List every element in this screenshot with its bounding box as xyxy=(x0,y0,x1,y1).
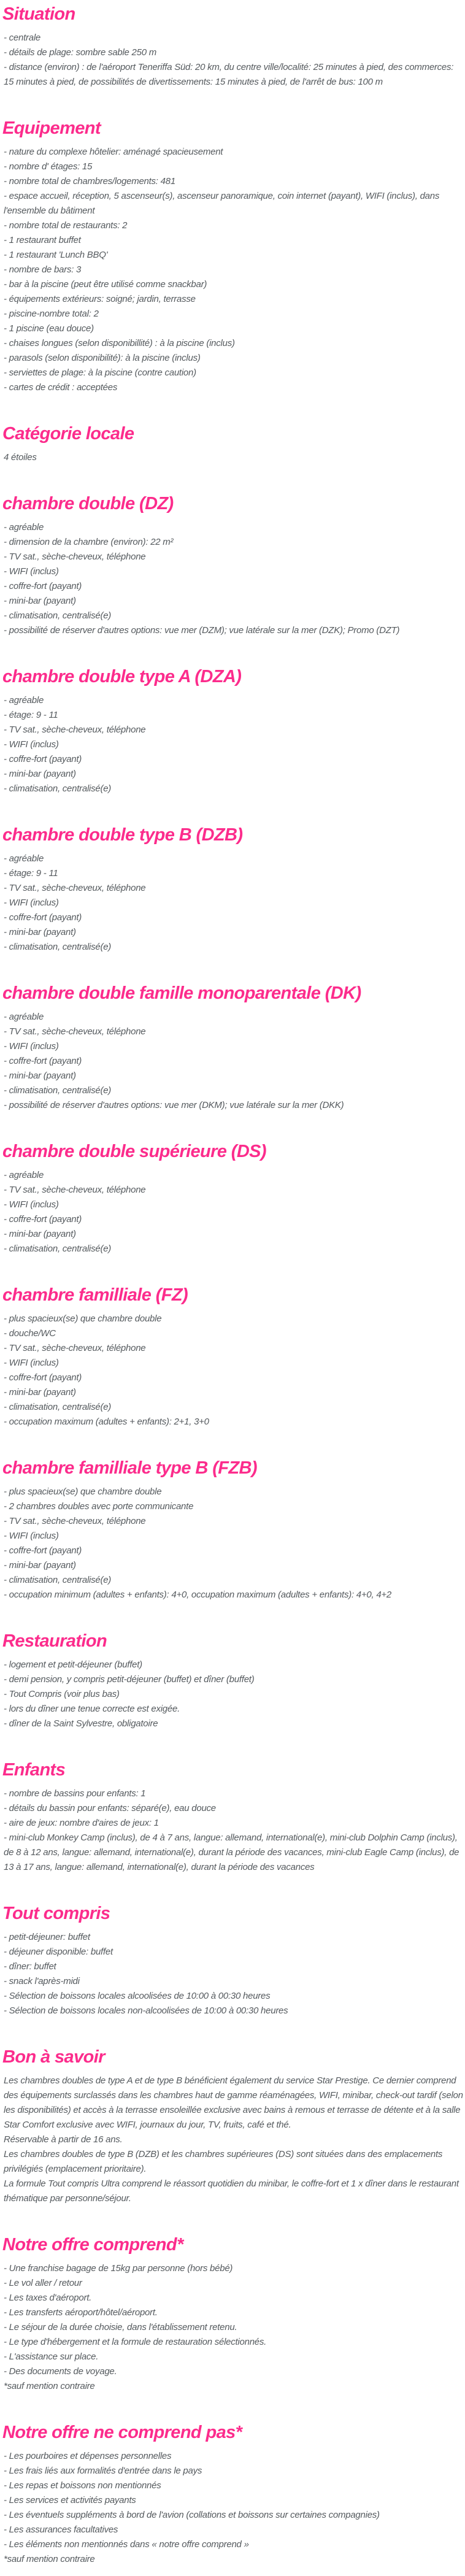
text-line: - parasols (selon disponibilité): à la piscine (inclus) xyxy=(4,353,201,363)
section-chambre-familliale-type-b-fzb xyxy=(2,1458,464,1602)
text-line: - Sélection de boissons locales alcoolisées de 10:00 à 00:30 heures xyxy=(4,1991,271,2001)
text-line: - Les éléments non mentionnés dans « notre offre comprend » xyxy=(4,2539,249,2550)
text-line: *sauf mention contraire xyxy=(4,2554,95,2564)
text-line: - WIFI (inclus) xyxy=(4,739,59,750)
text-line: - logement et petit-déjeuner (buffet) xyxy=(4,1659,142,1670)
text-line: - mini-bar (payant) xyxy=(4,1229,76,1239)
text-line: Réservable à partir de 16 ans. xyxy=(4,2134,123,2145)
section-restauration xyxy=(2,1631,464,1731)
text-line: - déjeuner disponible: buffet xyxy=(4,1947,113,1957)
section-chambre-double-famille-monoparentale-dk xyxy=(2,983,464,1113)
text-line: 4 étoiles xyxy=(4,452,37,463)
text-line: - coffre-fort (payant) xyxy=(4,1214,82,1225)
text-line: - agréable xyxy=(4,522,44,533)
text-line: - TV sat., sèche-cheveux, téléphone xyxy=(4,883,146,893)
section-heading: chambre double type A (DZA) xyxy=(2,667,242,686)
text-line: - 1 restaurant 'Lunch BBQ' xyxy=(4,250,108,260)
text-line: - agréable xyxy=(4,853,44,864)
text-line: - nombre total de restaurants: 2 xyxy=(4,220,128,231)
text-line: - nombre de bars: 3 xyxy=(4,264,82,275)
text-line: - espace accueil, réception, 5 ascenseur(s), ascenseur panoramique, coin internet (payant), WIFI (inclus), dans l'ensemble du bâtiment xyxy=(4,191,440,216)
text-line: - Le type d'hébergement et la formule de restauration sélectionnés. xyxy=(4,2337,267,2347)
text-line: - plus spacieux(se) que chambre double xyxy=(4,1486,162,1497)
text-line: - détails de plage: sombre sable 250 m xyxy=(4,47,156,58)
text-line: - Tout Compris (voir plus bas) xyxy=(4,1689,120,1699)
section-notre-offre-comprend xyxy=(2,2234,464,2394)
text-line: - Les éventuels suppléments à bord de l'avion (collations et boissons sur certaines compagnies) xyxy=(4,2510,380,2520)
section-heading: Catégorie locale xyxy=(2,424,134,444)
text-line: - petit-déjeuner: buffet xyxy=(4,1932,90,1942)
section-chambre-double-type-b-dzb xyxy=(2,825,464,955)
text-line: - nombre total de chambres/logements: 481 xyxy=(4,176,175,186)
text-line: - climatisation, centralisé(e) xyxy=(4,1085,112,1096)
text-line: - Le vol aller / retour xyxy=(4,2278,82,2288)
text-line: - demi pension, y compris petit-déjeuner (buffet) et dîner (buffet) xyxy=(4,1674,255,1685)
text-line: - TV sat., sèche-cheveux, téléphone xyxy=(4,1516,146,1526)
text-line: - climatisation, centralisé(e) xyxy=(4,942,112,952)
text-line: - centrale xyxy=(4,33,41,43)
text-line: - WIFI (inclus) xyxy=(4,1358,59,1368)
section-heading: chambre double supérieure (DS) xyxy=(2,1142,266,1161)
text-line: - douche/WC xyxy=(4,1328,56,1339)
text-line: - distance (environ) : de l'aéroport Teneriffa Süd: 20 km, du centre ville/localité: 25 minutes à pied, des commerces: 15 minutes à pied, de possibilités de divertissements: 15 minutes à pied, de l'arrêt de bus: 100 m xyxy=(4,62,454,87)
text-line: Les chambres doubles de type A et de type B bénéficient également du service Star Prestige. Ce dernier comprend des équipements surclassés dans les chambres haut de gamme réaménagées, WIFI, minibar, check-out tardif (selon les disponibilités) et accès à la terrasse ensoleillée exclusive avec bains à remous et terrasse de détente et à la salle Star Comfort exclusive avec WIFI, journaux du jour, TV, fruits, café et thé. xyxy=(4,2075,463,2130)
section-categorie-locale xyxy=(2,423,464,465)
text-line: - aire de jeux: nombre d'aires de jeux: 1 xyxy=(4,1818,159,1828)
text-line: - mini-bar (payant) xyxy=(4,927,76,937)
text-line: - Les transferts aéroport/hôtel/aéroport. xyxy=(4,2307,158,2318)
section-heading: chambre double type B (DZB) xyxy=(2,825,243,845)
text-line: - possibilité de réserver d'autres options: vue mer (DZM); vue latérale sur la mer (DZK); Promo (DZT) xyxy=(4,625,400,636)
text-line: - lors du dîner une tenue correcte est exigée. xyxy=(4,1704,180,1714)
text-line: - climatisation, centralisé(e) xyxy=(4,610,112,621)
text-line: - agréable xyxy=(4,695,44,706)
text-line: - TV sat., sèche-cheveux, téléphone xyxy=(4,1343,146,1353)
section-heading: chambre familliale (FZ) xyxy=(2,1285,188,1305)
text-line: - plus spacieux(se) que chambre double xyxy=(4,1313,162,1324)
section-heading: Enfants xyxy=(2,1760,66,1780)
text-line: - coffre-fort (payant) xyxy=(4,1056,82,1066)
text-line: - coffre-fort (payant) xyxy=(4,1545,82,1556)
section-heading: Notre offre comprend* xyxy=(2,2235,183,2255)
text-line: - Le séjour de la durée choisie, dans l'établissement retenu. xyxy=(4,2322,237,2332)
text-line: - nombre d' étages: 15 xyxy=(4,161,93,172)
text-line: - coffre-fort (payant) xyxy=(4,754,82,764)
text-line: - mini-bar (payant) xyxy=(4,1560,76,1571)
section-heading: Equipement xyxy=(2,118,101,138)
text-line: - L'assistance sur place. xyxy=(4,2351,99,2362)
section-tout-compris xyxy=(2,1903,464,2018)
text-line: - 1 restaurant buffet xyxy=(4,235,81,245)
text-line: - équipements extérieurs: soigné; jardin, terrasse xyxy=(4,294,196,304)
text-line: - snack l'après-midi xyxy=(4,1976,80,1986)
text-line: - Les taxes d'aéroport. xyxy=(4,2293,92,2303)
text-line: - serviettes de plage: à la piscine (contre caution) xyxy=(4,367,196,378)
text-line: - dîner: buffet xyxy=(4,1961,56,1972)
text-line: - détails du bassin pour enfants: séparé(e), eau douce xyxy=(4,1803,216,1813)
text-line: - WIFI (inclus) xyxy=(4,566,59,577)
text-line: La formule Tout compris Ultra comprend le réassort quotidien du minibar, le coffre-fort et 1 x dîner dans le restaurant thématique par personne/séjour. xyxy=(4,2178,459,2204)
text-line: - mini-bar (payant) xyxy=(4,1387,76,1398)
text-line: - climatisation, centralisé(e) xyxy=(4,783,112,794)
text-line: - occupation minimum (adultes + enfants): 4+0, occupation maximum (adultes + enfants): 4+0, 4+2 xyxy=(4,1590,392,1600)
text-line: - Sélection de boissons locales non-alcoolisées de 10:00 à 00:30 heures xyxy=(4,2005,288,2016)
text-line: - occupation maximum (adultes + enfants): 2+1, 3+0 xyxy=(4,1417,209,1427)
text-line: *sauf mention contraire xyxy=(4,2381,95,2391)
section-heading: Restauration xyxy=(2,1631,107,1651)
text-line: Les chambres doubles de type B (DZB) et les chambres supérieures (DS) sont situées dans des emplacements privilégiés (emplacement prioritaire). xyxy=(4,2149,443,2174)
text-line: - Les assurances facultatives xyxy=(4,2524,118,2535)
section-chambre-familliale-fz xyxy=(2,1285,464,1429)
text-line: - nombre de bassins pour enfants: 1 xyxy=(4,1788,146,1799)
text-line: - climatisation, centralisé(e) xyxy=(4,1244,112,1254)
text-line: - agréable xyxy=(4,1170,44,1180)
text-line: - dimension de la chambre (environ): 22 m² xyxy=(4,537,174,547)
section-heading: chambre familliale type B (FZB) xyxy=(2,1458,257,1478)
section-equipement xyxy=(2,118,464,395)
section-heading: chambre double famille monoparentale (DK) xyxy=(2,983,361,1003)
section-heading: Tout compris xyxy=(2,1904,110,1923)
text-line: - mini-club Monkey Camp (inclus), de 4 à 7 ans, langue: allemand, international(e), mini-club Dolphin Camp (inclus), de 8 à 12 ans, langue: allemand, international(e), durant la période des vacances, mini-club Eagle Camp (inclus), de 13 à 17 ans, langue: allemand, international(e), durant la période des vacances xyxy=(4,1832,459,1872)
section-enfants xyxy=(2,1759,464,1875)
text-line: - climatisation, centralisé(e) xyxy=(4,1402,112,1412)
text-line: - piscine-nombre total: 2 xyxy=(4,309,99,319)
text-line: - WIFI (inclus) xyxy=(4,1531,59,1541)
text-line: - Une franchise bagage de 15kg par personne (hors bébé) xyxy=(4,2263,233,2274)
section-heading: Notre offre ne comprend pas* xyxy=(2,2423,242,2442)
text-line: - étage: 9 - 11 xyxy=(4,710,58,720)
section-notre-offre-ne-comprend-pas xyxy=(2,2422,464,2567)
section-chambre-double-superieure-ds xyxy=(2,1141,464,1256)
text-line: - nature du complexe hôtelier: aménagé spacieusement xyxy=(4,147,223,157)
text-line: - TV sat., sèche-cheveux, téléphone xyxy=(4,552,146,562)
text-line: - mini-bar (payant) xyxy=(4,1071,76,1081)
text-line: - Les services et activités payants xyxy=(4,2495,136,2505)
text-line: - Les pourboires et dépenses personnelles xyxy=(4,2451,172,2461)
text-line: - Les repas et boissons non mentionnés xyxy=(4,2480,161,2491)
section-heading: Bon à savoir xyxy=(2,2047,105,2067)
text-line: - Les frais liés aux formalités d'entrée dans le pays xyxy=(4,2466,202,2476)
text-line: - bar à la piscine (peut être utilisé comme snackbar) xyxy=(4,279,207,290)
text-line: - climatisation, centralisé(e) xyxy=(4,1575,112,1585)
section-bon-a-savoir xyxy=(2,2047,464,2206)
text-line: - WIFI (inclus) xyxy=(4,1199,59,1210)
text-line: - agréable xyxy=(4,1012,44,1022)
section-situation xyxy=(2,4,464,90)
section-chambre-double-dz xyxy=(2,493,464,638)
text-line: - cartes de crédit : acceptées xyxy=(4,382,118,393)
text-line: - WIFI (inclus) xyxy=(4,1041,59,1052)
text-line: - 2 chambres doubles avec porte communicante xyxy=(4,1501,194,1512)
text-line: - étage: 9 - 11 xyxy=(4,868,58,879)
text-line: - mini-bar (payant) xyxy=(4,596,76,606)
text-line: - dîner de la Saint Sylvestre, obligatoire xyxy=(4,1718,158,1729)
section-heading: Situation xyxy=(2,4,75,24)
text-line: - possibilité de réserver d'autres options: vue mer (DKM); vue latérale sur la mer (DKK) xyxy=(4,1100,344,1110)
section-heading: chambre double (DZ) xyxy=(2,494,174,513)
text-line: - coffre-fort (payant) xyxy=(4,581,82,591)
text-line: - 1 piscine (eau douce) xyxy=(4,323,94,334)
text-line: - mini-bar (payant) xyxy=(4,769,76,779)
text-line: - TV sat., sèche-cheveux, téléphone xyxy=(4,1026,146,1037)
text-line: - Des documents de voyage. xyxy=(4,2366,117,2377)
section-chambre-double-type-a-dza xyxy=(2,666,464,796)
text-line: - WIFI (inclus) xyxy=(4,898,59,908)
text-line: - chaises longues (selon disponibillité) : à la piscine (inclus) xyxy=(4,338,235,348)
text-line: - coffre-fort (payant) xyxy=(4,1372,82,1383)
text-line: - coffre-fort (payant) xyxy=(4,912,82,923)
text-line: - TV sat., sèche-cheveux, téléphone xyxy=(4,1185,146,1195)
text-line: - TV sat., sèche-cheveux, téléphone xyxy=(4,725,146,735)
